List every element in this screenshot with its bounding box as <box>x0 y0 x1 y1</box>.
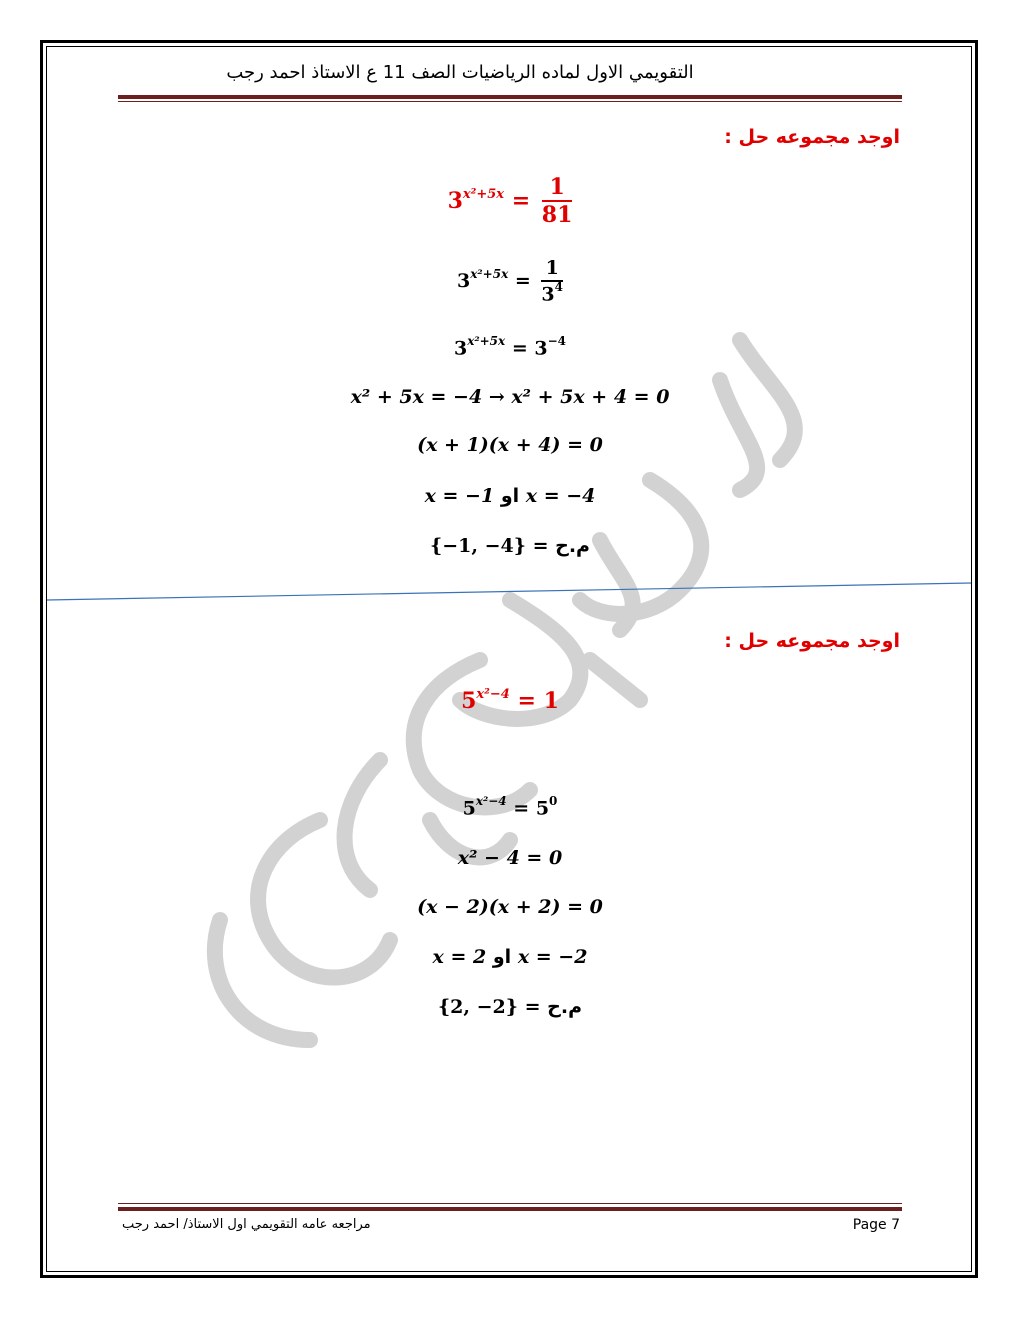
header-rule-thick <box>118 95 902 99</box>
problem1-solution-set: {−1, −4} = م.ح <box>430 535 590 557</box>
problem1-step3: x² + 5x = −4 → x² + 5x + 4 = 0 <box>350 386 670 408</box>
or-word: او <box>500 485 520 507</box>
problem1-step4: (x + 1)(x + 4) = 0 <box>417 434 603 456</box>
given-base: 3 <box>447 187 463 214</box>
watermark-text: الاستاذ/ احمد رجب <box>506 680 514 681</box>
given-exponent: x²+5x <box>462 186 505 202</box>
fraction-denominator: 81 <box>541 202 573 229</box>
header-rule-thin <box>118 101 902 102</box>
problem2-step1: $5^{x^2-4} = 5^0$ <box>462 794 558 820</box>
problem2-heading: اوجد مجموعه حل : <box>724 630 900 652</box>
step1-fraction: $\frac{1}{3^4}$ <box>541 257 563 306</box>
or-word: او <box>492 946 512 968</box>
given-fraction <box>542 175 573 229</box>
page-number: Page 7 <box>852 1217 900 1233</box>
page-header-title: التقويمي الاول لماده الرياضيات الصف 11 ع الاستاذ احمد رجب <box>226 62 694 83</box>
problem1-step1: $3^{x^2+5x}$ = $\frac{1}{3^4}$ <box>457 257 563 306</box>
solution-set-label: م.ح <box>547 996 583 1018</box>
problem2-solution-set: {2, −2} = م.ح <box>437 996 583 1018</box>
footer-rule-thick <box>118 1207 902 1211</box>
solution-set-label: م.ح <box>555 535 590 557</box>
footer-text: مراجعه عامه التقويمي اول الاستاذ/ احمد رجب <box>122 1217 371 1232</box>
problem2-step4: x = 2 او x = −2 <box>432 946 588 968</box>
problem1-given-equation: $3^{x^2+5x}$ = $\frac{1}{81}$ <box>447 174 573 229</box>
fraction-numerator: 1 <box>542 175 573 202</box>
problem2-step3: (x − 2)(x + 2) = 0 <box>417 896 603 918</box>
problem1-heading: اوجد مجموعه حل : <box>724 126 900 148</box>
problem1-step2: $3^{x^2+5x} = 3^{-4}$ <box>453 334 566 360</box>
footer-rule-thin <box>118 1203 902 1204</box>
problem2-given-equation: $5^{x^2-4} = 1$ <box>461 686 559 714</box>
problem1-step5: x = −1 او x = −4 <box>424 485 596 507</box>
problem2-step2: x² − 4 = 0 <box>457 847 563 869</box>
